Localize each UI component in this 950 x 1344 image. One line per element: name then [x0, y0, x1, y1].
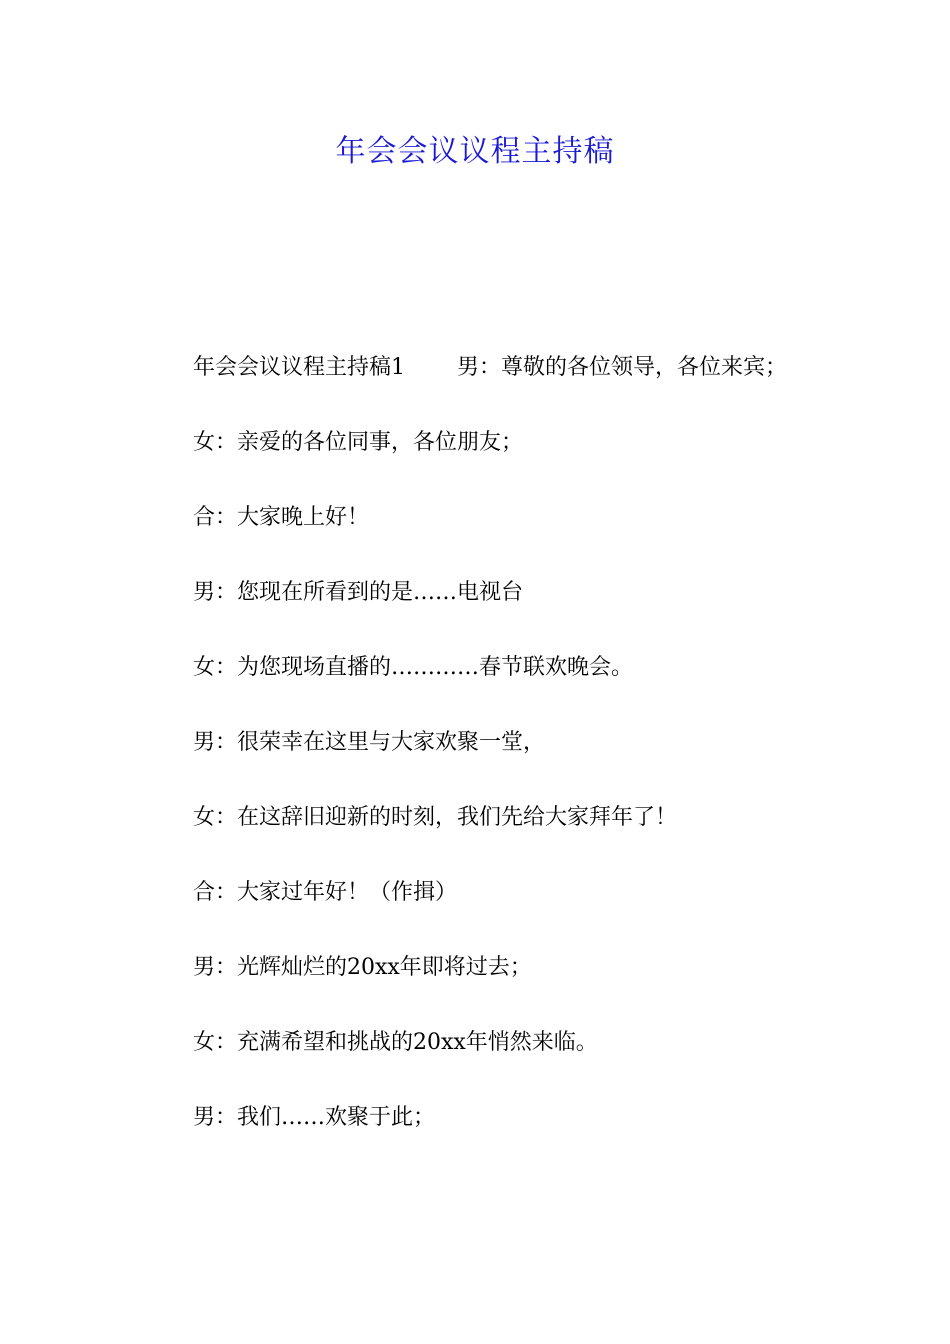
- paragraph: 女：为您现场直播的…………春节联欢晚会。: [193, 655, 634, 680]
- paragraph: 合：大家过年好！（作揖）: [193, 880, 458, 905]
- lead-paragraph: [145, 330, 810, 405]
- paragraph: 女：在这辞旧迎新的时刻，我们先给大家拜年了！: [193, 805, 678, 830]
- document-title: 年会会议议程主持稿: [335, 134, 615, 169]
- paragraph: 男：很荣幸在这里与大家欢聚一堂，: [193, 730, 546, 755]
- paragraph: 男：光辉灿烂的20xx年即将过去；: [193, 955, 532, 980]
- document-body: [145, 330, 810, 1155]
- paragraph: 女：充满希望和挑战的20xx年悄然来临。: [193, 1030, 598, 1055]
- lead-heading: 年会会议议程主持稿1: [193, 355, 405, 380]
- paragraph: 合：大家晚上好！: [193, 505, 370, 530]
- lead-text: 男：尊敬的各位领导，各位来宾；: [457, 355, 788, 380]
- paragraph: 女：亲爱的各位同事，各位朋友；: [193, 430, 524, 455]
- paragraph: 男：我们……欢聚于此；: [193, 1105, 436, 1130]
- paragraph: 男：您现在所看到的是……电视台: [193, 580, 524, 605]
